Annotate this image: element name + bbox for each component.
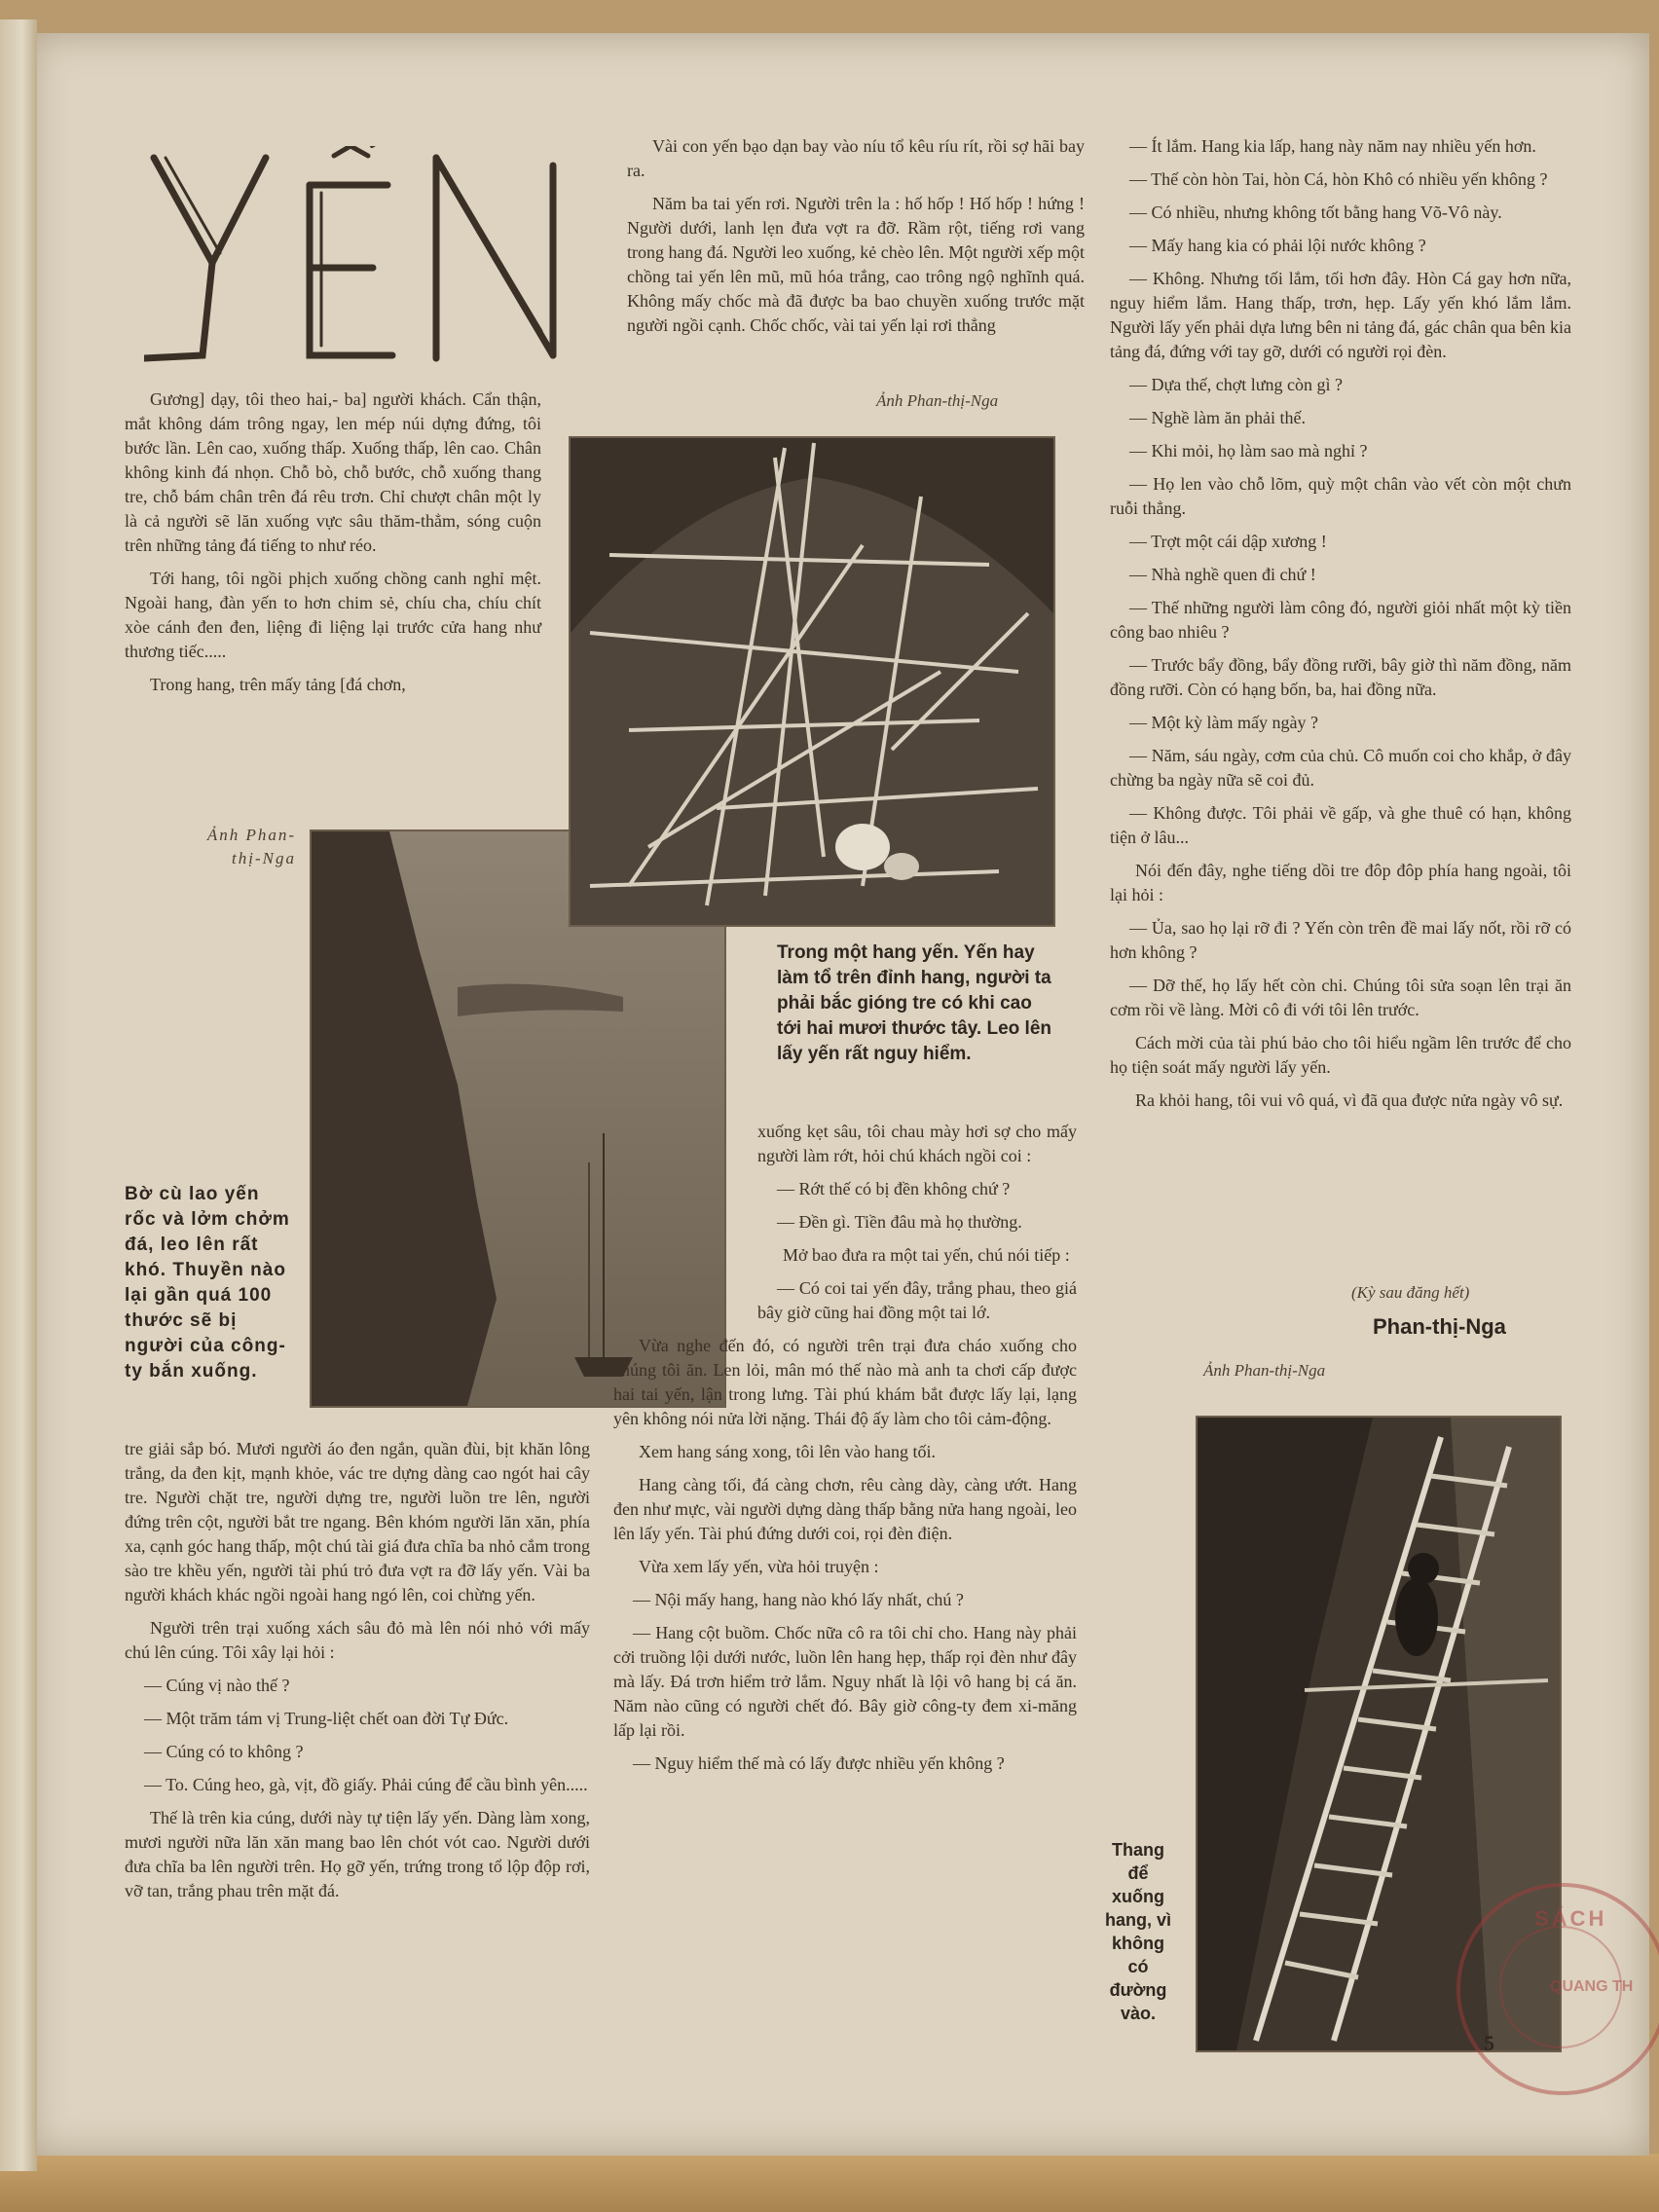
dialogue-line: — To. Cúng heo, gà, vịt, đồ giấy. Phải cúng để cầu bình yên.....	[144, 1775, 588, 1794]
paragraph: Mở bao đưa ra một tai yến, chú nói tiếp :	[783, 1245, 1070, 1265]
column-1-top	[125, 387, 541, 706]
paragraph: tre giải sắp bó. Mươi người áo đen ngắn, quần đùi, bịt khăn lông trắng, da đen kịt, mạnh khỏe, vác tre dựng dàng cao ngót hai cây tre. Người chặt tre, người dựng tre, người luồn tre lên, người đứng trên cột, người bắt tre ngang. Bên khóm người lăn xăn, phía xa, cạnh góc hang thấp, một chú tài giá đưa chĩa ba nhỏ cắm trong sào tre khều yến, người tài phú trỏ đưa vợt ra đỡ lấy yến. Vài ba người khách khác ngồi ngoài hang ngó lên, coi chừng yến.	[125, 1439, 590, 1604]
photo-credit-ladder: Ảnh Phan-thị-Nga	[1203, 1361, 1326, 1380]
column-1-bottom	[125, 1437, 590, 1912]
dialogue-line: — Dựa thế, chợt lưng còn gì ?	[1129, 375, 1343, 394]
paragraph: Hang càng tối, đá càng chơn, rêu càng dày, càng ướt. Hang đen như mực, vài người dựng dàng thấp bằng nửa hang ngoài, leo lên lấy yến. Tài phú đứng dưới coi, rọi đèn điện.	[613, 1475, 1077, 1543]
table-edge	[0, 2154, 1659, 2212]
dialogue-line: — Mấy hang kia có phải lội nước không ?	[1129, 236, 1426, 255]
paragraph: Thế là trên kia cúng, dưới này tự tiện lấy yến. Dàng làm xong, mươi người nữa lăn xăn mang bao lên chót vót cao. Người dưới đưa chĩa ba lên người trên. Họ gỡ yến, trứng trong tổ lộp độp rơi, vỡ tan, trắng phau trên mặt đá.	[125, 1808, 590, 1900]
dialogue-line: — Rớt thế có bị đền không chứ ?	[777, 1179, 1011, 1198]
page-number: 5	[1484, 2031, 1494, 2055]
paragraph: Vừa xem lấy yến, vừa hỏi truyện :	[639, 1557, 879, 1576]
dialogue-line: — Năm, sáu ngày, cơm của chủ. Cô muốn coi cho khắp, ở đây chừng ba ngày nữa sẽ coi đủ.	[1110, 746, 1571, 790]
dialogue-line: — Hang cột buồm. Chốc nữa cô ra tôi chỉ cho. Hang này phải cởi truồng lội dưới nước, luồn lên hang hẹp, thấp rọi đèn như đây mà lấy. Đá trơn hiểm trở lắm. Nguy nhất là lội vô hang bị cá ăn. Năm nào cũng có người chết đó. Bây giờ công-ty đem xi-măng lấp lại rồi.	[613, 1623, 1077, 1740]
stamp-text-top: SÁCH	[1534, 1906, 1607, 1931]
paragraph: Gương] dạy, tôi theo hai,- ba] người khách. Cẩn thận, mắt không dám trông ngay, len mép núi dựng đứng, tôi bước lần. Lên cao, xuống thấp. Xuống thấp, lên cao. Chân không kinh đá nhọn. Chỗ bò, chỗ bước, chỗ xuống thang tre, chỗ bám chân trên đá rêu trơn. Chỉ chượt chân một ly là cả người sẽ lăn xuống vực sâu thăm-thẳm, sóng cuộn trên những tảng đá tiếng to như réo.	[125, 389, 541, 555]
paragraph: Xem hang sáng xong, tôi lên vào hang tối.	[639, 1442, 936, 1461]
dialogue-line: — Không được. Tôi phải về gấp, và ghe thuê có hạn, không tiện ở lâu...	[1110, 803, 1571, 847]
article-title	[144, 146, 602, 370]
dialogue-line: — Một kỳ làm mấy ngày ?	[1129, 713, 1318, 732]
author-signature: Phan-thị-Nga	[1373, 1314, 1506, 1339]
title-lettering	[144, 146, 602, 370]
paragraph: Vài con yến bạo dạn bay vào níu tổ kêu ríu rít, rồi sợ hãi bay ra.	[627, 136, 1085, 180]
paragraph: Nói đến đây, nghe tiếng dồi tre đôp đôp phía hang ngoài, tôi lại hỏi :	[1110, 861, 1571, 904]
dialogue-line: — Cúng vị nào thế ?	[144, 1676, 290, 1695]
book-spine	[0, 19, 37, 2171]
photo-cave-bamboo	[569, 436, 1055, 927]
continued-note: (Kỳ sau đăng hết)	[1351, 1283, 1470, 1302]
column-2-bottom	[613, 1120, 1077, 1785]
paragraph: Vừa nghe đến đó, có người trên trại đưa cháo xuống cho chúng tôi ăn. Len lỏi, mân mó thế nào mà anh ta chơi cấp được hai tai yến, lận trong lưng. Tài phú khám bắt được lấy lại, lạng yên không nói nửa lời nặng. Thái độ ấy làm cho tôi cảm-động.	[613, 1336, 1077, 1428]
caption-ladder: Thang để xuống hang, vì không có đường vào.	[1104, 1840, 1171, 2023]
dialogue-line: — Trước bẩy đồng, bẩy đồng rưỡi, bây giờ thì năm đồng, năm đồng rưỡi. Còn có hạng bốn, ba, hai đồng nữa.	[1110, 655, 1571, 699]
dialogue-line: — Có nhiều, nhưng không tốt bằng hang Võ-Vô này.	[1129, 203, 1502, 222]
column-2-top	[627, 134, 1085, 347]
dialogue-line: — Nghề làm ăn phải thế.	[1129, 408, 1306, 427]
dialogue-line: — Dỡ thế, họ lấy hết còn chi. Chúng tôi sửa soạn lên trại ăn cơm rồi về làng. Mời cô đi với tôi lên trước.	[1110, 976, 1571, 1019]
dialogue-line: — Đền gì. Tiền đâu mà họ thường.	[777, 1212, 1022, 1232]
dialogue-line: — Khi mỏi, họ làm sao mà nghỉ ?	[1129, 441, 1368, 461]
dialogue-line: — Thế còn hòn Tai, hòn Cá, hòn Khô có nhiều yến không ?	[1129, 169, 1548, 189]
dialogue-line: — Ủa, sao họ lại rỡ đi ? Yến còn trên đề mai lấy nốt, rồi rỡ có hơn không ?	[1110, 918, 1571, 962]
paragraph: Cách mời của tài phú bảo cho tôi hiểu ngầm lên trước để cho họ tiện soát mấy người lấy yến.	[1110, 1033, 1571, 1077]
caption-cave: Trong một hang yến. Yến hay làm tổ trên đỉnh hang, người ta phải bắc gióng tre có khi cao tới hai mươi thước tây. Leo lên lấy yến rất nguy hiểm.	[777, 942, 1052, 1064]
dialogue-line: — Trợt một cái dập xương !	[1129, 532, 1327, 551]
column-3	[1110, 134, 1571, 1122]
paragraph: Ra khỏi hang, tôi vui vô quá, vì đã qua được nửa ngày vô sự.	[1135, 1090, 1564, 1110]
caption-cliff: Bờ cù lao yến rốc và lởm chởm đá, leo lên rất khó. Thuyền nào lại gần quá 100 thước sẽ bị người của công-ty bắn xuống.	[125, 1184, 290, 1382]
photo-credit-cliff: Ảnh Phan-thị-Nga	[206, 826, 296, 867]
photo-credit-cave: Ảnh Phan-thị-Nga	[876, 391, 999, 410]
dialogue-line: — Có coi tai yến đây, trắng phau, theo giá bây giờ cũng hai đồng một tai lớ.	[757, 1278, 1077, 1322]
stamp-text-right: QUANG TH	[1550, 1978, 1634, 1995]
dialogue-line: — Họ len vào chỗ lõm, quỳ một chân vào vết còn một chưn ruỗi thẳng.	[1110, 474, 1571, 518]
dialogue-line: — Ít lắm. Hang kia lấp, hang này năm nay nhiều yến hơn.	[1129, 136, 1536, 156]
paragraph: Năm ba tai yến rơi. Người trên la : hố hốp ! Hố hốp ! hứng ! Người dưới, lanh lẹn đưa vợt ra đỡ. Rầm rột, tiếng rơi vang trong hang đá. Người leo xuống, kẻ chèo lên. Một người xếp một chồng tai yến lên mũ, mũ hóa trắng, cao trông ngộ nghĩnh quá. Không mấy chốc mà đã được ba bao chuyền xuống trước mặt người ngồi cạnh. Chốc chốc, vài tai yến lại rơi thẳng	[627, 194, 1085, 335]
library-stamp	[1456, 1883, 1659, 2095]
dialogue-line: — Cúng có to không ?	[144, 1742, 304, 1761]
dialogue-line: — Nhà nghề quen đi chứ !	[1129, 565, 1316, 584]
dialogue-line: — Thế những người làm công đó, người giỏi nhất một kỳ tiền công bao nhiêu ?	[1110, 598, 1571, 642]
dialogue-line: — Không. Nhưng tối lắm, tối hơn đây. Hòn Cá gay hơn nữa, nguy hiểm lắm. Hang thấp, trơn, hẹp. Lấy yến khó lắm lắm. Người lấy yến phải dựa lưng bên ni tảng đá, gác chân qua bên kia tảng đá, đứng với tay gỡ, dưới có người rọi đèn.	[1110, 269, 1571, 361]
paragraph: Trong hang, trên mấy tảng [đá chơn,	[150, 675, 406, 694]
dialogue-line: — Nguy hiểm thế mà có lấy được nhiều yến không ?	[633, 1753, 1005, 1773]
paragraph: Người trên trại xuống xách sâu đỏ mà lên nói nhỏ với mấy chú lên cúng. Tôi xây lại hỏi :	[125, 1618, 590, 1662]
paragraph: xuống kẹt sâu, tôi chau mày hơi sợ cho mấy người làm rớt, hỏi chú khách ngồi coi :	[757, 1122, 1077, 1165]
paragraph: Tới hang, tôi ngồi phịch xuống chồng canh nghỉ mệt. Ngoài hang, đàn yến to hơn chim sẻ, chíu cha, chíu chít xòe cánh đen đen, liệng đi liệng lại trước cửa hang như thương tiếc.....	[125, 569, 541, 661]
dialogue-line: — Một trăm tám vị Trung-liệt chết oan đời Tự Đức.	[144, 1709, 509, 1728]
dialogue-line: — Nội mấy hang, hang nào khó lấy nhất, chú ?	[633, 1590, 964, 1609]
